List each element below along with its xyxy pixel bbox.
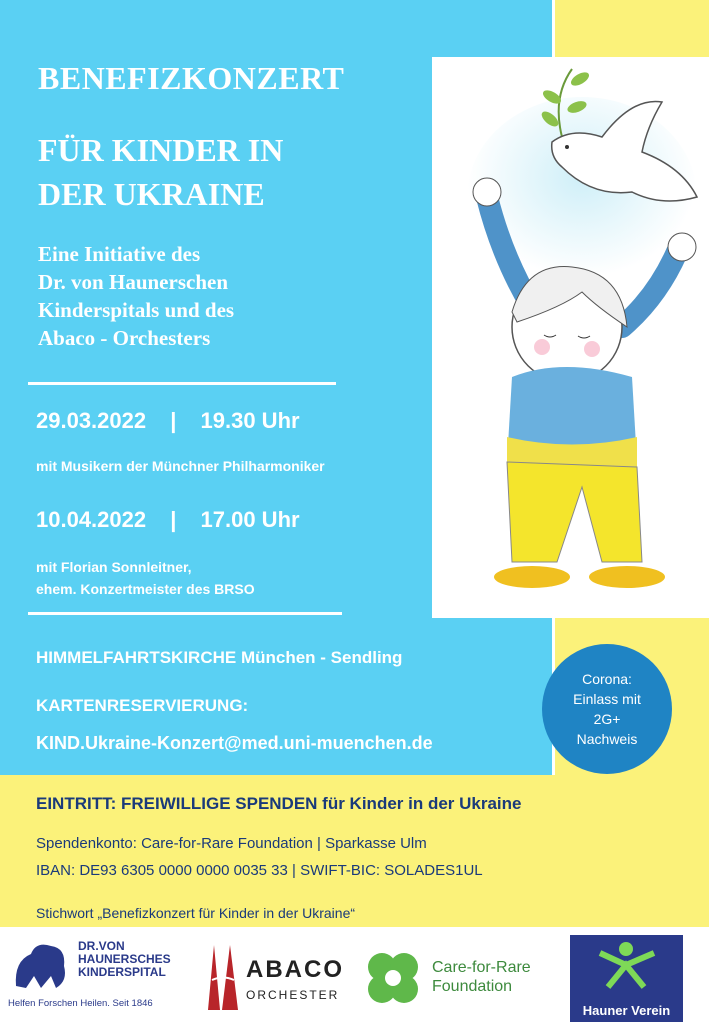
abaco-name: ABACO (246, 956, 344, 983)
child-dove-illustration (432, 57, 709, 618)
figure-icon (570, 935, 683, 1005)
hauner-line-3: KINDERSPITAL (78, 965, 166, 979)
illustration-card (432, 57, 709, 618)
care-for-rare-logo (360, 945, 560, 1015)
yellow-accent-top (555, 0, 709, 57)
concert-date: 29.03.2022 (36, 408, 147, 433)
subtitle-line: Abaco - Orchesters (38, 326, 211, 350)
verein-name: Hauner Verein (582, 1003, 671, 1018)
title-line-2: FÜR KINDER IN (38, 132, 284, 168)
separator: | (170, 408, 177, 433)
hauner-tagline: Helfen Forschen Heilen. Seit 1846 (8, 998, 153, 1009)
hauner-logo (6, 936, 186, 1016)
divider (28, 612, 342, 615)
concert-time: 19.30 Uhr (200, 408, 300, 433)
badge-line: Einlass mit (573, 691, 641, 707)
hauner-line-2: HAUNERSCHES (78, 952, 171, 966)
initiative-subtitle (38, 240, 234, 352)
venue: HIMMELFAHRTSKIRCHE München - Sendling (36, 648, 403, 667)
badge-line: Nachweis (576, 731, 638, 747)
concert-2-datetime (36, 507, 300, 533)
reservation-label: KARTENRESERVIERUNG: (36, 696, 249, 715)
note-line: mit Florian Sonnleitner, (36, 559, 192, 575)
violin-icon (200, 940, 246, 1012)
badge-line: Corona: (582, 671, 632, 687)
care-line-1: Care-for-Rare (432, 959, 531, 976)
care-line-2: Foundation (432, 978, 513, 995)
lion-icon (6, 936, 76, 996)
separator: | (170, 507, 177, 532)
badge-line: 2G+ (593, 711, 621, 727)
title-line-3: DER UKRAINE (38, 176, 265, 212)
abaco-logo (200, 940, 350, 1015)
concert-time: 17.00 Uhr (200, 507, 300, 532)
hauner-line-1: DR.VON (78, 939, 125, 953)
divider (28, 382, 336, 385)
subtitle-line: Dr. von Haunerschen (38, 270, 228, 294)
title-line-1: BENEFIZKONZERT (38, 60, 345, 96)
entry-line (36, 794, 522, 814)
account-line: Spendenkonto: Care-for-Rare Foundation | Sparkasse Ulm (36, 835, 427, 852)
reservation-email[interactable]: KIND.Ukraine-Konzert@med.uni-muenchen.de (36, 733, 433, 753)
concert-date: 10.04.2022 (36, 507, 147, 532)
entry-suffix: für Kinder in der Ukraine (317, 794, 522, 813)
hauner-verein-logo (570, 935, 683, 1022)
title-lines-2-3 (38, 128, 283, 216)
concert-1-datetime (36, 408, 300, 434)
corona-badge (542, 644, 672, 774)
subtitle-line: Kinderspitals und des (38, 298, 235, 322)
clover-icon (360, 945, 426, 1011)
keyword-line: Stichwort „Benefizkonzert für Kinder in der Ukraine“ (36, 905, 356, 921)
iban-line: IBAN: DE93 6305 0000 0000 0035 33 | SWIFT-BIC: SOLADES1UL (36, 862, 483, 879)
subtitle-line: Eine Initiative des (38, 242, 201, 266)
note-line: ehem. Konzertmeister des BRSO (36, 581, 255, 597)
concert-1-note: mit Musikern der Münchner Philharmoniker (36, 458, 325, 474)
entry-prefix: EINTRITT: FREIWILLIGE SPENDEN (36, 794, 318, 813)
concert-2-note (36, 556, 255, 600)
abaco-sub: ORCHESTER (246, 988, 340, 1002)
